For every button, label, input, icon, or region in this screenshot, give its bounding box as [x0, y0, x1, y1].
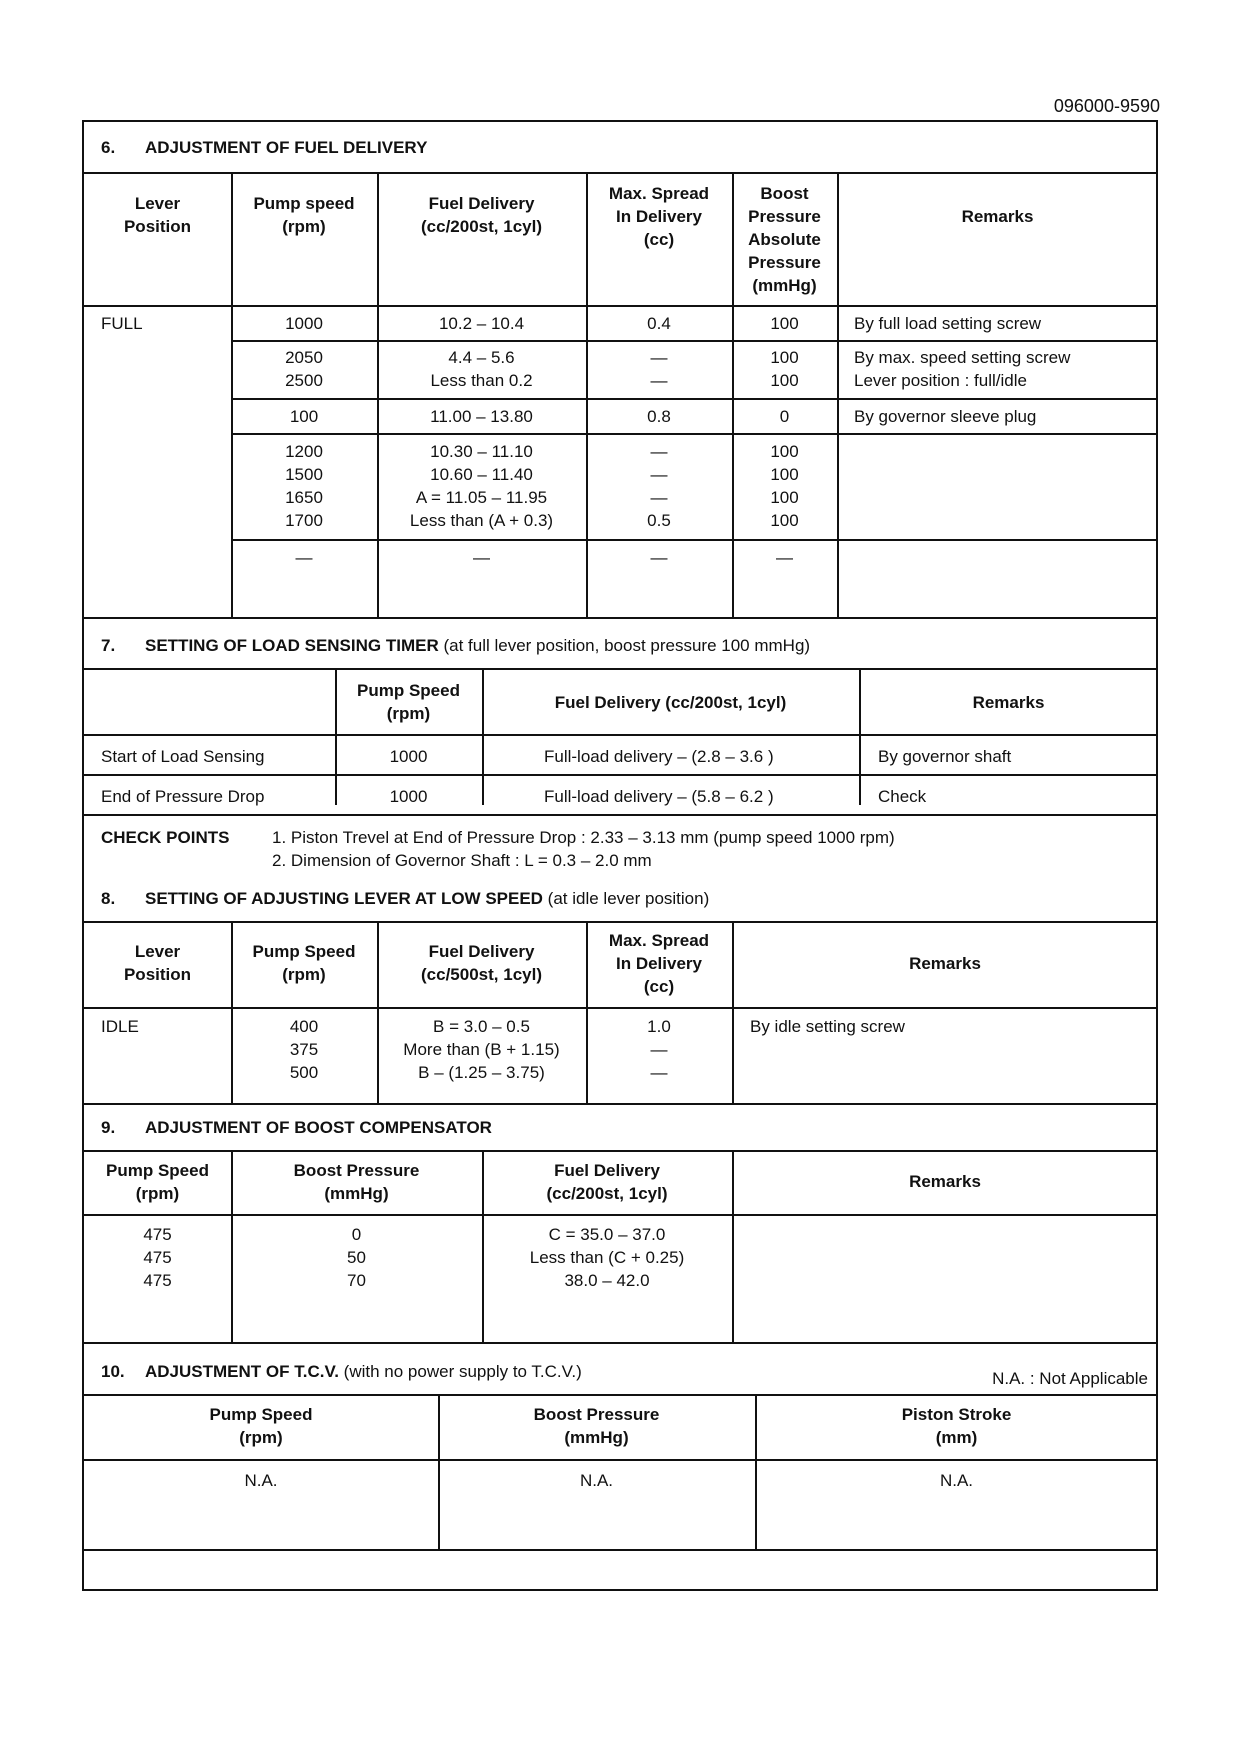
section-9-number: 9.	[101, 1118, 116, 1137]
s8-header-remarks: Remarks	[909, 954, 981, 973]
divider	[84, 617, 1156, 619]
table-cell: N.A.	[939, 1471, 974, 1490]
specification-frame	[82, 120, 1158, 1591]
section-8-title: SETTING OF ADJUSTING LEVER AT LOW SPEED	[145, 889, 543, 908]
s6-header-fuel: Fuel Delivery (cc/200st, 1cyl)	[421, 194, 542, 236]
table-cell: —	[776, 548, 793, 567]
s7-row-label: End of Pressure Drop	[101, 787, 265, 806]
s7-header-speed: Pump Speed (rpm)	[357, 681, 460, 723]
divider	[84, 921, 1156, 923]
s7-header-remarks: Remarks	[972, 693, 1045, 712]
table-cell: 400 375 500	[289, 1017, 319, 1082]
divider	[482, 668, 484, 805]
section-7-number: 7.	[101, 636, 116, 655]
table-cell: C = 35.0 – 37.0 Less than (C + 0.25) 38.0 – 42.0	[529, 1225, 685, 1290]
table-cell: Full-load delivery – (5.8 – 6.2 )	[544, 787, 774, 806]
divider	[837, 172, 839, 617]
table-cell: 1000	[389, 747, 428, 766]
divider	[84, 1150, 1156, 1152]
section-9-title: ADJUSTMENT OF BOOST COMPENSATOR	[145, 1118, 492, 1137]
table-cell: — —	[650, 348, 668, 390]
divider	[84, 1214, 1156, 1216]
s9-header-remarks: Remarks	[909, 1172, 981, 1191]
divider	[84, 734, 1156, 736]
section-7-heading	[101, 636, 810, 656]
table-cell: B = 3.0 – 0.5 More than (B + 1.15) B – (1.25 – 3.75)	[403, 1017, 560, 1082]
table-cell: Full-load delivery – (2.8 – 3.6 )	[544, 747, 774, 766]
s6-header-spread: Max. Spread In Delivery (cc)	[608, 184, 710, 249]
s10-header-stroke: Piston Stroke (mm)	[901, 1405, 1012, 1447]
table-cell: 100	[770, 314, 799, 333]
divider	[84, 668, 1156, 670]
table-cell: 1.0 — —	[647, 1017, 671, 1082]
s8-header-spread: Max. Spread In Delivery (cc)	[608, 931, 710, 996]
check-point: 1. Piston Trevel at End of Pressure Drop : 2.33 – 3.13 mm (pump speed 1000 rpm)	[272, 828, 895, 847]
table-cell: 100 100 100 100	[770, 442, 799, 530]
section-10-note: (with no power supply to T.C.V.)	[338, 1362, 582, 1381]
section-7-title: SETTING OF LOAD SENSING TIMER	[145, 636, 439, 655]
table-cell: 0.4	[647, 314, 671, 333]
table-cell: 0.8	[647, 407, 671, 426]
s10-header-speed: Pump Speed (rpm)	[209, 1405, 313, 1447]
divider	[732, 921, 734, 1103]
section-6-heading	[101, 138, 427, 158]
document-number: 096000-9590	[1053, 96, 1160, 116]
table-cell: —	[650, 548, 668, 567]
s6-header-lever: Lever Position	[123, 194, 192, 236]
divider	[231, 398, 1156, 400]
table-cell: 1000	[285, 314, 323, 333]
s7-header-fuel: Fuel Delivery (cc/200st, 1cyl)	[554, 693, 787, 712]
section-7-note: (at full lever position, boost pressure 100 mmHg)	[438, 636, 811, 655]
divider	[859, 668, 861, 805]
s8-lever-position: IDLE	[101, 1017, 139, 1036]
s8-header-speed: Pump Speed (rpm)	[252, 942, 356, 984]
table-cell: By full load setting screw	[854, 314, 1042, 333]
na-note: N.A. : Not Applicable	[992, 1369, 1148, 1388]
table-cell: —	[295, 548, 313, 567]
table-cell: By governor sleeve plug	[854, 407, 1037, 426]
table-cell: N.A.	[579, 1471, 614, 1490]
table-cell: 2050 2500	[285, 348, 323, 390]
section-8-heading	[101, 889, 709, 909]
section-10-title: ADJUSTMENT OF T.C.V.	[145, 1362, 339, 1381]
table-cell: 11.00 – 13.80	[430, 407, 533, 426]
s9-header-boost: Boost Pressure (mmHg)	[293, 1161, 420, 1203]
s6-header-speed: Pump speed (rpm)	[253, 194, 355, 236]
divider	[84, 1007, 1156, 1009]
divider	[84, 1394, 1156, 1396]
table-cell: 100	[289, 407, 319, 426]
check-points-label: CHECK POINTS	[101, 828, 230, 847]
s10-header-boost: Boost Pressure (mmHg)	[533, 1405, 660, 1447]
table-cell: 10.30 – 11.10 10.60 – 11.40 A = 11.05 – 11.95 Less than (A + 0.3)	[409, 442, 554, 530]
table-cell: By governor shaft	[878, 747, 1012, 766]
s9-header-fuel: Fuel Delivery (cc/200st, 1cyl)	[546, 1161, 668, 1203]
table-cell: N.A.	[244, 1471, 278, 1490]
table-cell: 10.2 – 10.4	[438, 314, 525, 333]
divider	[84, 172, 1156, 174]
section-8-number: 8.	[101, 889, 116, 908]
divider	[231, 539, 1156, 541]
s9-header-speed: Pump Speed (rpm)	[106, 1161, 209, 1203]
table-cell: 1000	[389, 787, 428, 806]
divider	[84, 1459, 1156, 1461]
table-cell: — — — 0.5	[647, 442, 671, 530]
divider	[84, 305, 1156, 307]
divider	[84, 814, 1156, 816]
divider	[84, 1549, 1156, 1551]
s7-row-label: Start of Load Sensing	[101, 747, 265, 766]
section-10-heading	[101, 1362, 582, 1382]
s8-header-fuel: Fuel Delivery (cc/500st, 1cyl)	[421, 942, 542, 984]
section-6-number: 6.	[101, 138, 116, 157]
section-9-heading	[101, 1118, 492, 1138]
table-cell: 475 475 475	[143, 1225, 172, 1290]
table-cell: Check	[878, 787, 927, 806]
table-cell: 0	[779, 407, 790, 426]
table-cell: By idle setting screw	[750, 1017, 905, 1036]
divider	[84, 1342, 1156, 1344]
table-cell: —	[473, 548, 490, 567]
table-cell: By max. speed setting screw Lever position : full/idle	[854, 348, 1071, 390]
section-10-number: 10.	[101, 1362, 125, 1381]
s6-header-boost: Boost Pressure Absolute Pressure (mmHg)	[748, 184, 821, 295]
divider	[84, 1103, 1156, 1105]
divider	[231, 433, 1156, 435]
divider	[231, 340, 1156, 342]
table-cell: 0 50 70	[347, 1225, 366, 1290]
s8-header-lever: Lever Position	[123, 942, 192, 984]
check-point: 2. Dimension of Governor Shaft : L = 0.3 – 2.0 mm	[272, 851, 652, 870]
section-6-title: ADJUSTMENT OF FUEL DELIVERY	[145, 138, 428, 157]
s6-header-remarks: Remarks	[961, 207, 1034, 226]
table-cell: 4.4 – 5.6 Less than 0.2	[430, 348, 533, 390]
s6-lever-position: FULL	[101, 314, 143, 333]
section-8-note: (at idle lever position)	[542, 889, 710, 908]
divider	[84, 774, 1156, 776]
table-cell: 100 100	[770, 348, 799, 390]
table-cell: 1200 1500 1650 1700	[285, 442, 323, 530]
